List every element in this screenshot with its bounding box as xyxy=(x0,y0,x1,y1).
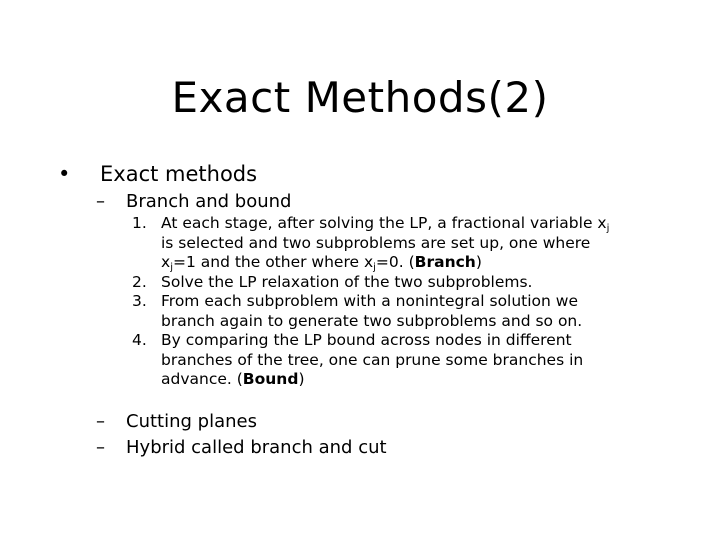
step-number: 4. xyxy=(132,331,147,349)
step-list xyxy=(132,214,672,390)
dash-icon: – xyxy=(96,411,105,432)
dash-icon: – xyxy=(96,437,105,458)
dash-icon: – xyxy=(96,191,105,212)
step-line: $x_j=1$ and the other where $x_j=0$. (Branch) xyxy=(161,253,482,273)
step-number: 2. xyxy=(132,272,147,291)
step-item-1 xyxy=(132,214,672,273)
emphasis-bound: Bound xyxy=(242,370,299,388)
step-line: Solve the LP relaxation of the two subproblems. xyxy=(161,272,533,291)
sub-bullet-text: Cutting planes xyxy=(126,411,257,432)
slide-title: Exact Methods(2) xyxy=(171,73,549,122)
step-item-4 xyxy=(132,331,672,390)
step-item-3 xyxy=(132,292,672,331)
step-line: branches of the tree, one can prune some branches in xyxy=(161,350,584,369)
step-number: 1. xyxy=(132,214,147,232)
step-number: 3. xyxy=(132,292,147,310)
bullet-icon: • xyxy=(58,162,71,186)
sub-bullet-text: Hybrid called branch and cut xyxy=(126,437,387,458)
emphasis-branch: Branch xyxy=(414,253,476,271)
step-line: By comparing the LP bound across nodes in different xyxy=(161,331,572,349)
step-line: From each subproblem with a nonintegral solution we xyxy=(161,292,579,310)
step-item-2 xyxy=(132,273,672,293)
step-line: branch again to generate two subproblems and so on. xyxy=(161,311,583,330)
step-line: is selected and two subproblems are set up, one where xyxy=(161,233,591,252)
step-line: advance. (Bound) xyxy=(161,370,305,388)
sub-bullet-text: Branch and bound xyxy=(126,191,292,212)
bullet-text: Exact methods xyxy=(100,162,258,186)
step-line: At each stage, after solving the LP, a fractional variable $x_j$ xyxy=(161,214,610,234)
